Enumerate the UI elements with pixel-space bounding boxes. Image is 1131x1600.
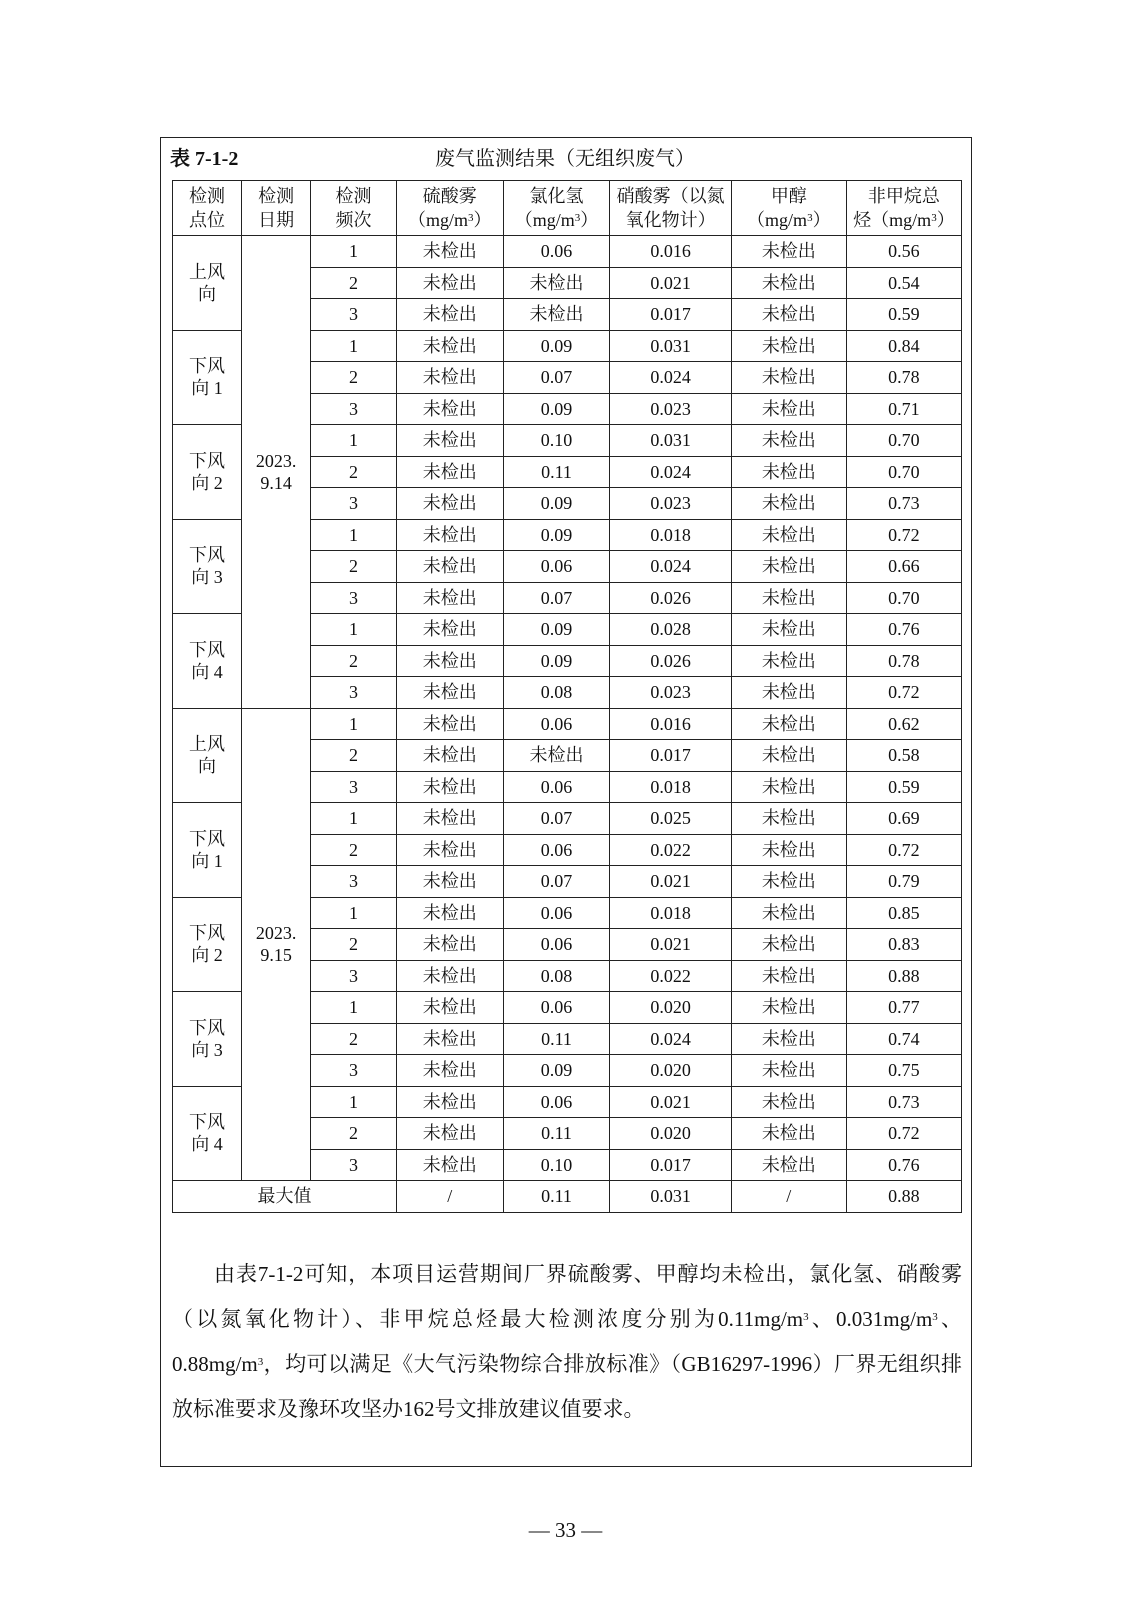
hcl-cell: 0.08 <box>503 677 610 709</box>
nmhc-cell: 0.73 <box>846 488 961 520</box>
methanol-cell: 未检出 <box>731 488 846 520</box>
hcl-cell: 0.09 <box>503 519 610 551</box>
methanol-cell: 未检出 <box>731 992 846 1024</box>
hcl-cell: 0.07 <box>503 803 610 835</box>
location-line: 下风 <box>189 1017 226 1038</box>
hcl-cell: 0.06 <box>503 708 610 740</box>
location-cell <box>173 425 242 520</box>
methanol-cell: 未检出 <box>731 393 846 425</box>
table-caption <box>170 140 960 172</box>
max-methanol: / <box>731 1181 846 1213</box>
frequency-cell: 1 <box>311 425 397 457</box>
hcl-cell: 未检出 <box>503 740 610 772</box>
header-nmhc: 非甲烷总 烃$(mg/m^3)$ <box>846 181 961 236</box>
nox-cell: 0.017 <box>610 740 731 772</box>
h2so4-cell: 未检出 <box>396 645 503 677</box>
hcl-cell: 0.11 <box>503 1118 610 1150</box>
methanol-cell: 未检出 <box>731 708 846 740</box>
location-cell <box>173 1086 242 1181</box>
nox-cell: 0.023 <box>610 677 731 709</box>
h2so4-cell: 未检出 <box>396 803 503 835</box>
nox-cell: 0.021 <box>610 267 731 299</box>
nox-cell: 0.024 <box>610 1023 731 1055</box>
h2so4-cell: 未检出 <box>396 393 503 425</box>
nmhc-cell: 0.56 <box>846 236 961 268</box>
nmhc-cell: 0.54 <box>846 267 961 299</box>
date-line: 2023. <box>255 923 297 944</box>
location-cell <box>173 614 242 709</box>
nox-cell: 0.031 <box>610 330 731 362</box>
frequency-cell: 1 <box>311 614 397 646</box>
methanol-cell: 未检出 <box>731 929 846 961</box>
location-line: 下风 <box>189 1112 226 1133</box>
hcl-cell: 0.06 <box>503 897 610 929</box>
frequency-cell: 3 <box>311 1055 397 1087</box>
location-line: 上风 <box>189 261 226 282</box>
nmhc-cell: 0.75 <box>846 1055 961 1087</box>
nox-cell: 0.031 <box>610 425 731 457</box>
frequency-cell: 2 <box>311 834 397 866</box>
methanol-cell: 未检出 <box>731 866 846 898</box>
nox-cell: 0.024 <box>610 456 731 488</box>
methanol-cell: 未检出 <box>731 1149 846 1181</box>
nox-cell: 0.021 <box>610 929 731 961</box>
frequency-cell: 3 <box>311 960 397 992</box>
h2so4-cell: 未检出 <box>396 1023 503 1055</box>
frequency-cell: 3 <box>311 866 397 898</box>
frequency-cell: 2 <box>311 267 397 299</box>
table-id: 表 7-1-2 <box>170 148 239 170</box>
nmhc-cell: 0.70 <box>846 425 961 457</box>
header-nox: 硝酸雾（以氮 氧化物计） <box>610 181 731 236</box>
methanol-cell: 未检出 <box>731 299 846 331</box>
hcl-cell: 0.10 <box>503 1149 610 1181</box>
nmhc-cell: 0.85 <box>846 897 961 929</box>
summary-paragraph: 由表7-1-2可知，本项目运营期间厂界硫酸雾、甲醇均未检出，氯化氢、硝酸雾（以氮氧化物计）、非甲烷总烃最大检测浓度分别为$0.11mg/m^3$、$0.031mg/m^3$、$0.88mg/m^3$，均可以满足《大气污染物综合排放标准》（GB16297-1996）厂界无组织排放标准要求及豫环攻坚办162号文排放建议值要求。 <box>172 1262 962 1421</box>
hcl-cell: 0.09 <box>503 1055 610 1087</box>
methanol-cell: 未检出 <box>731 456 846 488</box>
nmhc-cell: 0.71 <box>846 393 961 425</box>
nox-cell: 0.026 <box>610 582 731 614</box>
methanol-cell: 未检出 <box>731 1055 846 1087</box>
header-location: 检测 点位 <box>173 181 242 236</box>
nox-cell: 0.016 <box>610 236 731 268</box>
frequency-cell: 3 <box>311 771 397 803</box>
max-h2so4: / <box>396 1181 503 1213</box>
methanol-cell: 未检出 <box>731 834 846 866</box>
hcl-cell: 0.06 <box>503 929 610 961</box>
nmhc-cell: 0.66 <box>846 551 961 583</box>
nox-cell: 0.016 <box>610 708 731 740</box>
hcl-cell: 0.06 <box>503 992 610 1024</box>
nmhc-cell: 0.72 <box>846 677 961 709</box>
methanol-cell: 未检出 <box>731 330 846 362</box>
location-line: 下风 <box>189 356 226 377</box>
location-cell <box>173 803 242 898</box>
header-date: 检测 日期 <box>242 181 311 236</box>
nox-cell: 0.017 <box>610 299 731 331</box>
nox-cell: 0.018 <box>610 519 731 551</box>
location-line: 向 <box>198 756 217 777</box>
nmhc-cell: 0.78 <box>846 645 961 677</box>
location-line: 下风 <box>189 639 226 660</box>
date-line: 9.14 <box>260 472 292 493</box>
methanol-cell: 未检出 <box>731 1086 846 1118</box>
h2so4-cell: 未检出 <box>396 677 503 709</box>
h2so4-cell: 未检出 <box>396 992 503 1024</box>
nox-cell: 0.026 <box>610 645 731 677</box>
nmhc-cell: 0.72 <box>846 519 961 551</box>
h2so4-cell: 未检出 <box>396 299 503 331</box>
frequency-cell: 2 <box>311 362 397 394</box>
nmhc-cell: 0.69 <box>846 803 961 835</box>
methanol-cell: 未检出 <box>731 236 846 268</box>
nox-cell: 0.017 <box>610 1149 731 1181</box>
frequency-cell: 3 <box>311 677 397 709</box>
nmhc-cell: 0.70 <box>846 456 961 488</box>
nmhc-cell: 0.73 <box>846 1086 961 1118</box>
frequency-cell: 1 <box>311 897 397 929</box>
max-nmhc: 0.88 <box>846 1181 961 1213</box>
hcl-cell: 0.09 <box>503 614 610 646</box>
h2so4-cell: 未检出 <box>396 740 503 772</box>
frequency-cell: 2 <box>311 740 397 772</box>
h2so4-cell: 未检出 <box>396 519 503 551</box>
nox-cell: 0.023 <box>610 393 731 425</box>
hcl-cell: 0.06 <box>503 236 610 268</box>
nmhc-cell: 0.74 <box>846 1023 961 1055</box>
methanol-cell: 未检出 <box>731 1118 846 1150</box>
location-line: 下风 <box>189 450 226 471</box>
table-body <box>173 236 962 1213</box>
hcl-cell: 0.06 <box>503 771 610 803</box>
location-line: 向 2 <box>191 945 223 966</box>
nmhc-cell: 0.58 <box>846 740 961 772</box>
hcl-cell: 0.07 <box>503 362 610 394</box>
h2so4-cell: 未检出 <box>396 960 503 992</box>
location-line: 向 3 <box>191 567 223 588</box>
nox-cell: 0.025 <box>610 803 731 835</box>
nox-cell: 0.023 <box>610 488 731 520</box>
nmhc-cell: 0.76 <box>846 614 961 646</box>
frequency-cell: 3 <box>311 299 397 331</box>
hcl-cell: 0.09 <box>503 330 610 362</box>
location-line: 向 3 <box>191 1039 223 1060</box>
h2so4-cell: 未检出 <box>396 267 503 299</box>
location-cell <box>173 330 242 425</box>
hcl-cell: 0.11 <box>503 1023 610 1055</box>
hcl-cell: 0.09 <box>503 488 610 520</box>
frequency-cell: 1 <box>311 803 397 835</box>
h2so4-cell: 未检出 <box>396 582 503 614</box>
location-line: 向 2 <box>191 472 223 493</box>
nmhc-cell: 0.59 <box>846 771 961 803</box>
methanol-cell: 未检出 <box>731 425 846 457</box>
frequency-cell: 2 <box>311 456 397 488</box>
page-number: — 33 — <box>528 1518 603 1542</box>
frequency-cell: 3 <box>311 1149 397 1181</box>
location-line: 向 <box>198 283 217 304</box>
h2so4-cell: 未检出 <box>396 425 503 457</box>
table-row <box>173 236 962 268</box>
h2so4-cell: 未检出 <box>396 1086 503 1118</box>
h2so4-cell: 未检出 <box>396 614 503 646</box>
h2so4-cell: 未检出 <box>396 929 503 961</box>
hcl-cell: 0.09 <box>503 393 610 425</box>
frequency-cell: 1 <box>311 1086 397 1118</box>
nmhc-cell: 0.62 <box>846 708 961 740</box>
hcl-cell: 0.07 <box>503 866 610 898</box>
nox-cell: 0.021 <box>610 866 731 898</box>
nmhc-cell: 0.72 <box>846 834 961 866</box>
nmhc-cell: 0.59 <box>846 299 961 331</box>
table-header-row <box>173 181 962 236</box>
h2so4-cell: 未检出 <box>396 1118 503 1150</box>
nmhc-cell: 0.88 <box>846 960 961 992</box>
h2so4-cell: 未检出 <box>396 897 503 929</box>
location-cell <box>173 236 242 331</box>
hcl-cell: 0.10 <box>503 425 610 457</box>
max-nox: 0.031 <box>610 1181 731 1213</box>
methanol-cell: 未检出 <box>731 645 846 677</box>
methanol-cell: 未检出 <box>731 677 846 709</box>
methanol-cell: 未检出 <box>731 803 846 835</box>
hcl-cell: 0.06 <box>503 1086 610 1118</box>
date-cell <box>242 236 311 709</box>
hcl-cell: 0.06 <box>503 551 610 583</box>
methanol-cell: 未检出 <box>731 614 846 646</box>
hcl-cell: 0.07 <box>503 582 610 614</box>
hcl-cell: 0.08 <box>503 960 610 992</box>
h2so4-cell: 未检出 <box>396 1149 503 1181</box>
nox-cell: 0.024 <box>610 362 731 394</box>
h2so4-cell: 未检出 <box>396 866 503 898</box>
hcl-cell: 0.11 <box>503 456 610 488</box>
location-line: 上风 <box>189 734 226 755</box>
h2so4-cell: 未检出 <box>396 708 503 740</box>
hcl-cell: 未检出 <box>503 267 610 299</box>
max-hcl: 0.11 <box>503 1181 610 1213</box>
nox-cell: 0.024 <box>610 551 731 583</box>
methanol-cell: 未检出 <box>731 267 846 299</box>
nmhc-cell: 0.84 <box>846 330 961 362</box>
methanol-cell: 未检出 <box>731 771 846 803</box>
frequency-cell: 3 <box>311 393 397 425</box>
h2so4-cell: 未检出 <box>396 771 503 803</box>
frequency-cell: 1 <box>311 992 397 1024</box>
location-cell <box>173 708 242 803</box>
monitoring-table <box>172 180 962 1213</box>
location-line: 向 1 <box>191 850 223 871</box>
nmhc-cell: 0.76 <box>846 1149 961 1181</box>
table-title: 废气监测结果（无组织废气） <box>435 146 695 170</box>
nox-cell: 0.022 <box>610 960 731 992</box>
frequency-cell: 2 <box>311 929 397 961</box>
nox-cell: 0.018 <box>610 897 731 929</box>
nmhc-cell: 0.77 <box>846 992 961 1024</box>
methanol-cell: 未检出 <box>731 960 846 992</box>
nox-cell: 0.020 <box>610 992 731 1024</box>
methanol-cell: 未检出 <box>731 582 846 614</box>
nox-cell: 0.020 <box>610 1118 731 1150</box>
frequency-cell: 1 <box>311 236 397 268</box>
date-cell <box>242 708 311 1181</box>
h2so4-cell: 未检出 <box>396 1055 503 1087</box>
h2so4-cell: 未检出 <box>396 551 503 583</box>
location-line: 向 4 <box>191 1134 223 1155</box>
nmhc-cell: 0.83 <box>846 929 961 961</box>
hcl-cell: 未检出 <box>503 299 610 331</box>
methanol-cell: 未检出 <box>731 362 846 394</box>
h2so4-cell: 未检出 <box>396 488 503 520</box>
date-line: 9.15 <box>260 945 292 966</box>
frequency-cell: 3 <box>311 582 397 614</box>
date-line: 2023. <box>255 450 297 471</box>
hcl-cell: 0.06 <box>503 834 610 866</box>
location-cell <box>173 992 242 1087</box>
methanol-cell: 未检出 <box>731 551 846 583</box>
methanol-cell: 未检出 <box>731 897 846 929</box>
location-cell <box>173 897 242 992</box>
h2so4-cell: 未检出 <box>396 834 503 866</box>
nmhc-cell: 0.72 <box>846 1118 961 1150</box>
nox-cell: 0.020 <box>610 1055 731 1087</box>
nox-cell: 0.021 <box>610 1086 731 1118</box>
location-line: 向 4 <box>191 661 223 682</box>
nmhc-cell: 0.70 <box>846 582 961 614</box>
frequency-cell: 2 <box>311 1023 397 1055</box>
location-line: 下风 <box>189 828 226 849</box>
frequency-cell: 1 <box>311 708 397 740</box>
methanol-cell: 未检出 <box>731 1023 846 1055</box>
table-row <box>173 708 962 740</box>
frequency-cell: 3 <box>311 488 397 520</box>
location-line: 下风 <box>189 545 226 566</box>
header-frequency: 检测 频次 <box>311 181 397 236</box>
frequency-cell: 2 <box>311 1118 397 1150</box>
nmhc-cell: 0.78 <box>846 362 961 394</box>
header-hcl: 氯化氢 $(mg/m^3)$ <box>503 181 610 236</box>
methanol-cell: 未检出 <box>731 519 846 551</box>
location-line: 下风 <box>189 923 226 944</box>
h2so4-cell: 未检出 <box>396 456 503 488</box>
h2so4-cell: 未检出 <box>396 236 503 268</box>
nmhc-cell: 0.79 <box>846 866 961 898</box>
h2so4-cell: 未检出 <box>396 362 503 394</box>
max-row <box>173 1181 962 1213</box>
frequency-cell: 1 <box>311 330 397 362</box>
header-h2so4: 硫酸雾 $(mg/m^3)$ <box>396 181 503 236</box>
h2so4-cell: 未检出 <box>396 330 503 362</box>
header-methanol: 甲醇 $(mg/m^3)$ <box>731 181 846 236</box>
hcl-cell: 0.09 <box>503 645 610 677</box>
location-line: 向 1 <box>191 378 223 399</box>
frequency-cell: 2 <box>311 551 397 583</box>
frequency-cell: 2 <box>311 645 397 677</box>
frequency-cell: 1 <box>311 519 397 551</box>
nox-cell: 0.028 <box>610 614 731 646</box>
nox-cell: 0.018 <box>610 771 731 803</box>
max-label: 最大值 <box>173 1181 397 1213</box>
nox-cell: 0.022 <box>610 834 731 866</box>
location-cell <box>173 519 242 614</box>
methanol-cell: 未检出 <box>731 740 846 772</box>
